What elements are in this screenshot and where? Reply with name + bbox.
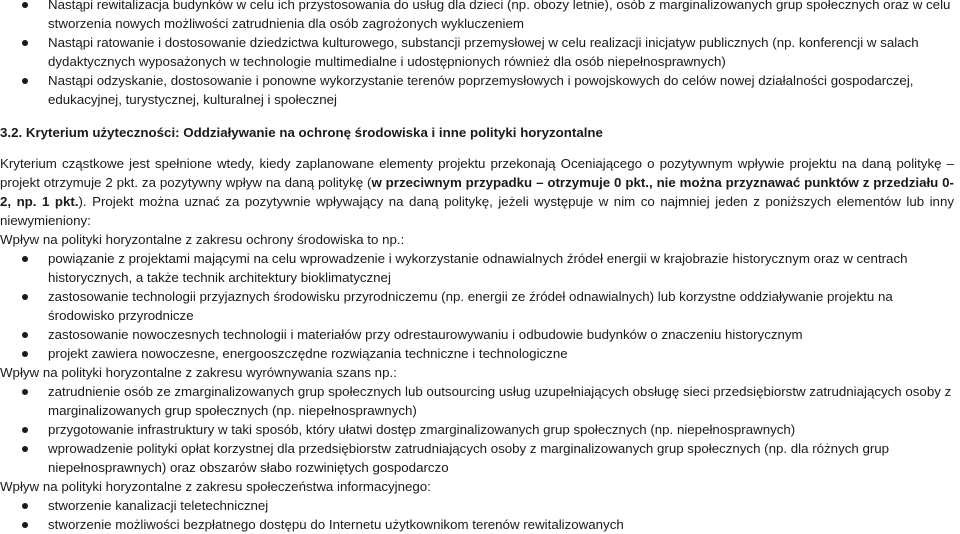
list-item [0, 287, 960, 325]
group-label-information-society: Wpływ na polityki horyzontalne z zakresu społeczeństwa informacyjnego: [0, 479, 431, 494]
list-item-text: stworzenie kanalizacji teletechnicznej [48, 498, 269, 513]
list-item [0, 0, 960, 33]
criterion-bold-2: otrzymuje 0 pkt. [547, 175, 649, 190]
list-item-text: powiązanie z projektami mającymi na celu wprowadzenie i wykorzystanie odnawialnych źródeł energii w krajobrazie historycznym oraz w centrach historycznych, a także technik architektury bioklimatycznej [48, 251, 908, 285]
list-item-text: projekt zawiera nowoczesne, energooszczędne rozwiązania techniczne i technologiczne [48, 346, 568, 361]
bullet-icon [22, 332, 28, 338]
list-item [0, 439, 960, 477]
list-item-text: Nastąpi odzyskanie, dostosowanie i ponowne wykorzystanie terenów poprzemysłowych i powojskowych do celów nowej działalności gospodarczej, edukacyjnej, turystycznej, kulturalnej i społecznej [48, 73, 914, 107]
bullet-icon [22, 2, 28, 8]
list-item-text: wprowadzenie polityki opłat korzystnej dla przedsiębiorstw zatrudniających osoby z marginalizowanych grup społecznych (np. dla różnych grup niepełnosprawnych) oraz obszarów słabo rozwiniętych gospodarczo [48, 441, 890, 475]
group-label-equal-opportunities: Wpływ na polityki horyzontalne z zakresu wyrównywania szans np.: [0, 365, 397, 380]
criterion-bold-3: , nie można przyznawać punktów z przedziału 0-2, np. 1 pkt. [0, 175, 954, 209]
bullet-icon [22, 256, 28, 262]
list-item-text: stworzenie możliwości bezpłatnego dostępu do Internetu użytkownikom terenów rewitalizowanych [48, 517, 624, 532]
criterion-text-3: ). Projekt można uznać za pozytywnie wpływający na daną politykę, jeżeli występuje w nim co najmniej jeden z poniższych elementów lub inny niewymieniony: [0, 194, 954, 228]
list-item-text: zatrudnienie osób ze zmarginalizowanych grup społecznych lub outsourcing usług uzupełniających obsługę sieci przedsiębiorstw zatrudniających osoby z marginalizowanych grup społecznych (np. niepełnosprawnych) [48, 384, 952, 418]
list-item [0, 515, 960, 534]
criterion-paragraph [0, 154, 960, 230]
list-item-text: zastosowanie technologii przyjaznych środowisku przyrodniczemu (np. energii ze źródeł odnawialnych) lub korzystne oddziaływanie projektu na środowisko przyrodnicze [48, 289, 893, 323]
list-item-text: przygotowanie infrastruktury w taki sposób, który ułatwi dostęp zmarginalizowanych grup społecznych (np. niepełnosprawnych) [48, 422, 796, 437]
list-item [0, 420, 960, 439]
bullet-icon [22, 294, 28, 300]
bullet-icon [22, 351, 28, 357]
list-item [0, 249, 960, 287]
list-item-text: zastosowanie nowoczesnych technologii i materiałów przy odrestaurowywaniu i odbudowie budynków o znaczeniu historycznym [48, 327, 803, 342]
list-item [0, 33, 960, 71]
list-item [0, 496, 960, 515]
bullet-icon [22, 522, 28, 528]
list-item-text: Nastąpi ratowanie i dostosowanie dziedzictwa kulturowego, substancji przemysłowej w celu realizacji inicjatyw publicznych (np. konferencji w salach dydaktycznych wyposażonych w technologie multimedialne i udostępnionych również dla osób niepełnosprawnych) [48, 35, 919, 69]
criterion-text-2: projekt otrzymuje 2 pkt. za pozytywny wpływ na daną politykę ( [0, 175, 372, 190]
group-label-environment: Wpływ na polityki horyzontalne z zakresu ochrony środowiska to np.: [0, 232, 405, 247]
list-item [0, 325, 960, 344]
bullet-icon [22, 78, 28, 84]
list-item [0, 71, 960, 109]
list-item [0, 382, 960, 420]
bullet-icon [22, 40, 28, 46]
list-item [0, 344, 960, 363]
criterion-dash-2: – [536, 175, 544, 190]
bullet-icon [22, 427, 28, 433]
section-heading: 3.2. Kryterium użyteczności: Oddziaływanie na ochronę środowiska i inne polityki horyzontalne [0, 125, 603, 140]
list-item-text: Nastąpi rewitalizacja budynków w celu ich przystosowania do usług dla dzieci (np. obozy letnie), osób z marginalizowanych grup społecznych oraz w celu stworzenia nowych możliwości zatrudnienia dla osób zagrożonych wykluczeniem [48, 0, 951, 31]
bullet-icon [22, 446, 28, 452]
bullet-icon [22, 503, 28, 509]
bullet-icon [22, 389, 28, 395]
criterion-text-1: Kryterium cząstkowe jest spełnione wtedy, kiedy zaplanowane elementy projektu przekonają Oceniającego o pozytywnym wpływie projektu na daną politykę [0, 156, 942, 171]
criterion-bold-1: w przeciwnym przypadku [371, 175, 533, 190]
criterion-dash-1: – [946, 156, 954, 171]
